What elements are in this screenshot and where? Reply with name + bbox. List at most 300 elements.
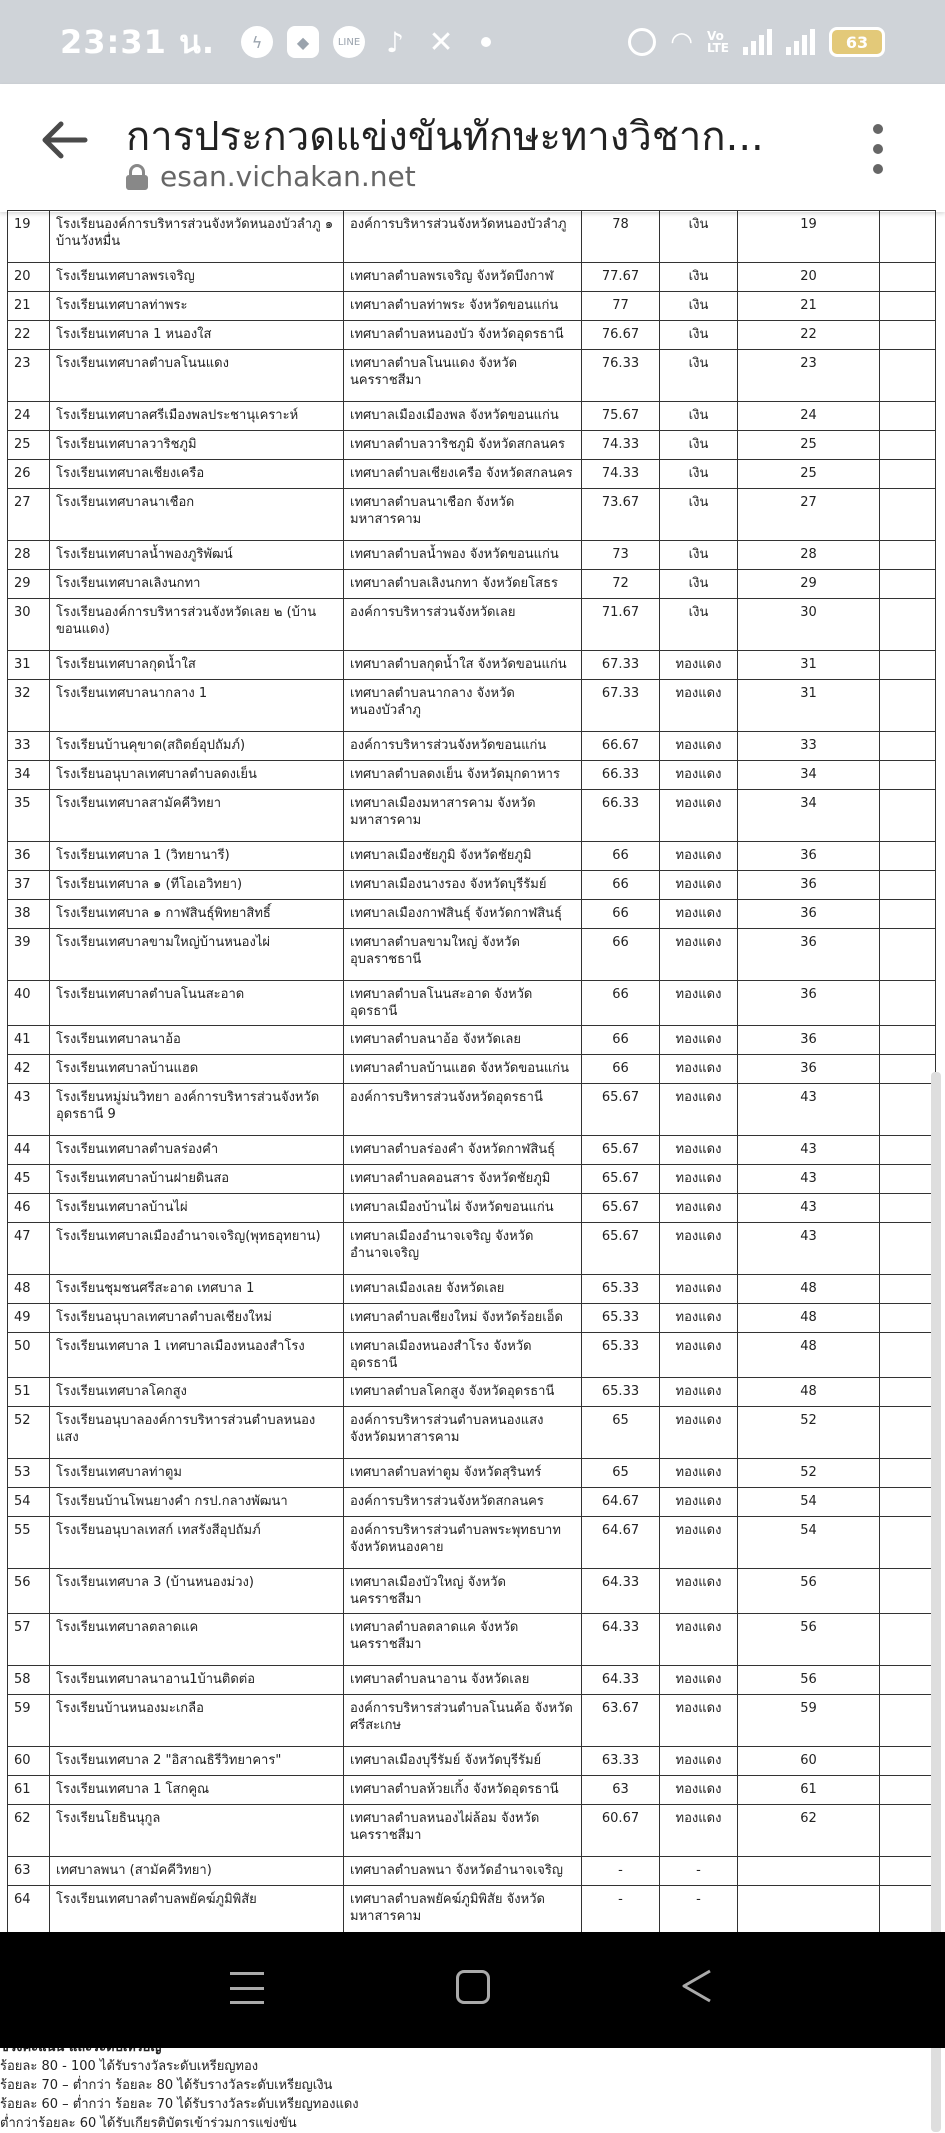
extra-cell — [880, 842, 936, 871]
school-name: โรงเรียนเทศบาลขามใหญ่บ้านหนองไผ่ — [50, 929, 344, 981]
extra-cell — [880, 929, 936, 981]
school-name: โรงเรียนเทศบาลบ้านแฮด — [50, 1055, 344, 1084]
organization-name: เทศบาลเมืองมหาสารคาม จังหวัดมหาสารคาม — [344, 790, 582, 842]
rank: 23 — [738, 350, 880, 402]
url-row[interactable] — [126, 160, 416, 193]
score: 65.33 — [582, 1378, 660, 1407]
table-row — [8, 1614, 936, 1666]
rank-number: 47 — [8, 1223, 50, 1275]
page-title: การประกวดแข่งขันทักษะทางวิชาก... — [126, 114, 764, 160]
score: 76.33 — [582, 350, 660, 402]
rank-number: 40 — [8, 981, 50, 1026]
organization-name: องค์การบริหารส่วนจังหวัดขอนแก่น — [344, 732, 582, 761]
score: 74.33 — [582, 460, 660, 489]
organization-name: องค์การบริหารส่วนตำบลพระพุทธบาท จังหวัดหนองคาย — [344, 1517, 582, 1569]
school-name: โรงเรียนเทศบาลเลิงนกทา — [50, 570, 344, 599]
rank: 25 — [738, 431, 880, 460]
medal: ทองแดง — [660, 1194, 738, 1223]
school-name: โรงเรียนเทศบาล ๑ (ทีโอเอวิทยา) — [50, 871, 344, 900]
table-row — [8, 1055, 936, 1084]
school-name: โรงเรียนเทศบาลนาอาน1บ้านติดต่อ — [50, 1666, 344, 1695]
rank: 27 — [738, 489, 880, 541]
rank: 28 — [738, 541, 880, 570]
rank-number: 50 — [8, 1333, 50, 1378]
organization-name: องค์การบริหารส่วนตำบลโนนค้อ จังหวัดศรีสะเกษ — [344, 1695, 582, 1747]
legend-line: ร้อยละ 80 - 100 ได้รับรางวัลระดับเหรียญทอง — [0, 2059, 259, 2074]
school-name: โรงเรียนเทศบาล 3 (บ้านหนองม่วง) — [50, 1569, 344, 1614]
organization-name: เทศบาลเมืองกาฬสินธุ์ จังหวัดกาฬสินธุ์ — [344, 900, 582, 929]
extra-cell — [880, 1459, 936, 1488]
medal: ทองแดง — [660, 1055, 738, 1084]
score: 66.33 — [582, 761, 660, 790]
system-icons — [628, 27, 885, 57]
extra-cell — [880, 1517, 936, 1569]
score: 65.67 — [582, 1194, 660, 1223]
score: 65.33 — [582, 1275, 660, 1304]
lock-icon — [126, 164, 148, 190]
table-row — [8, 1886, 936, 1938]
organization-name: เทศบาลเมืองบัวใหญ่ จังหวัดนครราชสีมา — [344, 1569, 582, 1614]
school-name: เทศบาลพนา (สามัคคีวิทยา) — [50, 1857, 344, 1886]
rank: 21 — [738, 292, 880, 321]
medal: ทองแดง — [660, 1805, 738, 1857]
extra-cell — [880, 599, 936, 651]
score-legend — [0, 2038, 359, 2133]
school-name: โรงเรียนเทศบาลวาริชภูมิ — [50, 431, 344, 460]
rank: 56 — [738, 1666, 880, 1695]
rank: 56 — [738, 1614, 880, 1666]
table-row — [8, 929, 936, 981]
organization-name: เทศบาลตำบลนาอาน จังหวัดเลย — [344, 1666, 582, 1695]
rank: 48 — [738, 1275, 880, 1304]
medal: ทองแดง — [660, 1488, 738, 1517]
table-row — [8, 1275, 936, 1304]
score: 65 — [582, 1459, 660, 1488]
organization-name: องค์การบริหารส่วนจังหวัดเลย — [344, 599, 582, 651]
school-name: โรงเรียนเทศบาล 1 หนองใส — [50, 321, 344, 350]
score: 67.33 — [582, 680, 660, 732]
extra-cell — [880, 1614, 936, 1666]
school-name: โรงเรียนเทศบาลตำบลโนนสะอาด — [50, 981, 344, 1026]
extra-cell — [880, 871, 936, 900]
extra-cell — [880, 790, 936, 842]
rank: 43 — [738, 1136, 880, 1165]
school-name: โรงเรียนเทศบาลตำบลโนนแดง — [50, 350, 344, 402]
extra-cell — [880, 1026, 936, 1055]
table-row — [8, 1304, 936, 1333]
organization-name: องค์การบริหารส่วนตำบลหนองแสง จังหวัดมหาสารคาม — [344, 1407, 582, 1459]
organization-name: เทศบาลตำบลท่าตูม จังหวัดสุรินทร์ — [344, 1459, 582, 1488]
score: 66 — [582, 842, 660, 871]
extra-cell — [880, 1378, 936, 1407]
table-row — [8, 211, 936, 263]
extra-cell — [880, 1333, 936, 1378]
school-name: โรงเรียนเทศบาลท่าพระ — [50, 292, 344, 321]
table-row — [8, 541, 936, 570]
school-name: โรงเรียนเทศบาลท่าตูม — [50, 1459, 344, 1488]
score: 73 — [582, 541, 660, 570]
battery-level: 63 — [845, 32, 869, 52]
organization-name: เทศบาลตำบลน้ำพอง จังหวัดขอนแก่น — [344, 541, 582, 570]
table-row — [8, 871, 936, 900]
legend-line: ต่ำกว่าร้อยละ 60 ได้รับเกียรติบัตรเข้าร่วมการแข่งขัน — [0, 2116, 297, 2131]
extra-cell — [880, 1747, 936, 1776]
school-name: โรงเรียนเทศบาลนากลาง 1 — [50, 680, 344, 732]
rank: 33 — [738, 732, 880, 761]
table-row — [8, 900, 936, 929]
medal: ทองแดง — [660, 842, 738, 871]
rank-number: 48 — [8, 1275, 50, 1304]
rank: 34 — [738, 790, 880, 842]
table-row — [8, 599, 936, 651]
organization-name: เทศบาลเมืองอำนาจเจริญ จังหวัดอำนาจเจริญ — [344, 1223, 582, 1275]
rank: 36 — [738, 1026, 880, 1055]
school-name: โรงเรียนเทศบาลตำบลพยัคฆ์ภูมิพิสัย — [50, 1886, 344, 1938]
signal-icon-1 — [743, 29, 772, 55]
score: 63.67 — [582, 1695, 660, 1747]
rank: 48 — [738, 1304, 880, 1333]
school-name: โรงเรียนเทศบาลบ้านฝายดินสอ — [50, 1165, 344, 1194]
rank-number: 63 — [8, 1857, 50, 1886]
table-row — [8, 1776, 936, 1805]
table-row — [8, 1695, 936, 1747]
extra-cell — [880, 900, 936, 929]
organization-name: เทศบาลตำบลนาอ้อ จังหวัดเลย — [344, 1026, 582, 1055]
organization-name: เทศบาลตำบลหนองไผ่ล้อม จังหวัดนครราชสีมา — [344, 1805, 582, 1857]
rank-number: 34 — [8, 761, 50, 790]
battery-icon — [829, 27, 885, 57]
rank: 48 — [738, 1333, 880, 1378]
organization-name: เทศบาลตำบลท่าพระ จังหวัดขอนแก่น — [344, 292, 582, 321]
medal: เงิน — [660, 292, 738, 321]
school-name: โรงเรียนอนุบาลเทศบาลตำบลเชียงใหม่ — [50, 1304, 344, 1333]
extra-cell — [880, 1194, 936, 1223]
score: 71.67 — [582, 599, 660, 651]
table-row — [8, 1084, 936, 1136]
extra-cell — [880, 1304, 936, 1333]
organization-name: เทศบาลตำบลกุดน้ำใส จังหวัดขอนแก่น — [344, 651, 582, 680]
extra-cell — [880, 1136, 936, 1165]
table-row — [8, 570, 936, 599]
medal: เงิน — [660, 460, 738, 489]
score: 65.67 — [582, 1223, 660, 1275]
menu-dot-icon — [873, 144, 883, 154]
system-navigation-bar — [0, 1932, 945, 2048]
rank-number: 41 — [8, 1026, 50, 1055]
organization-name: เทศบาลตำบลพนา จังหวัดอำนาจเจริญ — [344, 1857, 582, 1886]
rank: 52 — [738, 1459, 880, 1488]
extra-cell — [880, 489, 936, 541]
medal: ทองแดง — [660, 790, 738, 842]
score: 65.67 — [582, 1084, 660, 1136]
more-notifications-dot-icon — [481, 37, 491, 47]
extra-cell — [880, 1488, 936, 1517]
medal: เงิน — [660, 431, 738, 460]
rank: 36 — [738, 929, 880, 981]
rank-number: 45 — [8, 1165, 50, 1194]
school-name: โรงเรียนเทศบาล 1 โสกคูณ — [50, 1776, 344, 1805]
extra-cell — [880, 292, 936, 321]
extra-cell — [880, 541, 936, 570]
school-name: โรงเรียนเทศบาลสามัคคีวิทยา — [50, 790, 344, 842]
extra-cell — [880, 761, 936, 790]
medal: ทองแดง — [660, 929, 738, 981]
extra-cell — [880, 1275, 936, 1304]
rank: 43 — [738, 1084, 880, 1136]
table-row — [8, 1488, 936, 1517]
score: 76.67 — [582, 321, 660, 350]
extra-cell — [880, 651, 936, 680]
rank: 59 — [738, 1695, 880, 1747]
app-notification-icon: ◆ — [287, 26, 319, 58]
rank: 43 — [738, 1223, 880, 1275]
organization-name: เทศบาลเมืองเลย จังหวัดเลย — [344, 1275, 582, 1304]
score: - — [582, 1857, 660, 1886]
score: 65.33 — [582, 1333, 660, 1378]
school-name: โรงเรียนองค์การบริหารส่วนจังหวัดเลย ๒ (บ้านขอนแดง) — [50, 599, 344, 651]
score: 77 — [582, 292, 660, 321]
score: 66.33 — [582, 790, 660, 842]
rank: 30 — [738, 599, 880, 651]
organization-name: เทศบาลตำบลร่องคำ จังหวัดกาฬสินธุ์ — [344, 1136, 582, 1165]
home-button[interactable] — [456, 1970, 490, 2004]
score: 63 — [582, 1776, 660, 1805]
rank-number: 22 — [8, 321, 50, 350]
rank-number: 21 — [8, 292, 50, 321]
school-name: โรงเรียนเทศบาลบ้านไผ่ — [50, 1194, 344, 1223]
back-button[interactable] — [38, 114, 90, 166]
rank: 36 — [738, 981, 880, 1026]
organization-name: องค์การบริหารส่วนจังหวัดสกลนคร — [344, 1488, 582, 1517]
medal: เงิน — [660, 321, 738, 350]
table-row — [8, 761, 936, 790]
rank-number: 44 — [8, 1136, 50, 1165]
rank: 20 — [738, 263, 880, 292]
extra-cell — [880, 350, 936, 402]
school-name: โรงเรียนเทศบาลนาอ้อ — [50, 1026, 344, 1055]
school-name: โรงเรียนบ้านหนองมะเกลือ — [50, 1695, 344, 1747]
medal: ทองแดง — [660, 1378, 738, 1407]
extra-cell — [880, 680, 936, 732]
rank: 31 — [738, 680, 880, 732]
overflow-menu-button[interactable] — [871, 124, 885, 174]
organization-name: เทศบาลตำบลโคกสูง จังหวัดอุดรธานี — [344, 1378, 582, 1407]
rank-number: 43 — [8, 1084, 50, 1136]
school-name: โรงเรียนอนุบาลเทศบาลตำบลดงเย็น — [50, 761, 344, 790]
extra-cell — [880, 570, 936, 599]
rank-number: 38 — [8, 900, 50, 929]
table-row — [8, 732, 936, 761]
table-row — [8, 1378, 936, 1407]
rank: 54 — [738, 1488, 880, 1517]
volte-top: Vo — [706, 29, 724, 43]
organization-name: เทศบาลตำบลเชียงใหม่ จังหวัดร้อยเอ็ด — [344, 1304, 582, 1333]
score: 60.67 — [582, 1805, 660, 1857]
extra-cell — [880, 1165, 936, 1194]
score: 75.67 — [582, 402, 660, 431]
triangle-back-icon — [680, 1968, 714, 2004]
organization-name: เทศบาลเมืองบ้านไผ่ จังหวัดขอนแก่น — [344, 1194, 582, 1223]
school-name: โรงเรียนเทศบาลตลาดแค — [50, 1614, 344, 1666]
rank: 25 — [738, 460, 880, 489]
rank-number: 35 — [8, 790, 50, 842]
rank-number: 31 — [8, 651, 50, 680]
score: 66 — [582, 981, 660, 1026]
extra-cell — [880, 1857, 936, 1886]
extra-cell — [880, 321, 936, 350]
score: 73.67 — [582, 489, 660, 541]
extra-cell — [880, 402, 936, 431]
score: 66 — [582, 1055, 660, 1084]
recent-apps-button[interactable] — [230, 1972, 264, 2004]
medal: ทองแดง — [660, 1304, 738, 1333]
line-icon: LINE — [333, 26, 365, 58]
rank-number: 59 — [8, 1695, 50, 1747]
rank: 61 — [738, 1776, 880, 1805]
extra-cell — [880, 431, 936, 460]
school-name: โรงเรียนเทศบาลศรีเมืองพลประชานุเคราะห์ — [50, 402, 344, 431]
medal: ทองแดง — [660, 1407, 738, 1459]
rank-number: 19 — [8, 211, 50, 263]
rank-number: 26 — [8, 460, 50, 489]
rank-number: 53 — [8, 1459, 50, 1488]
table-row — [8, 1333, 936, 1378]
organization-name: เทศบาลตำบลเลิงนกทา จังหวัดยโสธร — [344, 570, 582, 599]
extra-cell — [880, 1666, 936, 1695]
score: 66 — [582, 1026, 660, 1055]
table-row — [8, 460, 936, 489]
rank: 34 — [738, 761, 880, 790]
results-table — [7, 210, 936, 1938]
medal: เงิน — [660, 570, 738, 599]
rank: 36 — [738, 900, 880, 929]
extra-cell — [880, 1695, 936, 1747]
medal: ทองแดง — [660, 981, 738, 1026]
organization-name: เทศบาลตำบลบ้านแฮด จังหวัดขอนแก่น — [344, 1055, 582, 1084]
rank-number: 32 — [8, 680, 50, 732]
rank: 22 — [738, 321, 880, 350]
rank-number: 20 — [8, 263, 50, 292]
menu-dot-icon — [873, 164, 883, 174]
score: 66.67 — [582, 732, 660, 761]
rank-number: 54 — [8, 1488, 50, 1517]
medal: ทองแดง — [660, 1459, 738, 1488]
rank-number: 61 — [8, 1776, 50, 1805]
rank-number: 62 — [8, 1805, 50, 1857]
school-name: โรงเรียนอนุบาลเทสก์ เทสรังสีอุปถัมภ์ — [50, 1517, 344, 1569]
school-name: โรงเรียนเทศบาลโคกสูง — [50, 1378, 344, 1407]
table-row — [8, 1165, 936, 1194]
score: 77.67 — [582, 263, 660, 292]
organization-name: เทศบาลตำบลนาเชือก จังหวัดมหาสารคาม — [344, 489, 582, 541]
table-row — [8, 1857, 936, 1886]
medal: เงิน — [660, 350, 738, 402]
school-name: โรงเรียนบ้านคุขาด(สถิตย์อุปถัมภ์) — [50, 732, 344, 761]
table-row — [8, 680, 936, 732]
organization-name: เทศบาลเมืองนางรอง จังหวัดบุรีรัมย์ — [344, 871, 582, 900]
score: 64.33 — [582, 1569, 660, 1614]
organization-name: เทศบาลตำบลคอนสาร จังหวัดชัยภูมิ — [344, 1165, 582, 1194]
score: 66 — [582, 871, 660, 900]
medal: ทองแดง — [660, 732, 738, 761]
score: 65 — [582, 1407, 660, 1459]
table-row — [8, 1026, 936, 1055]
medal: ทองแดง — [660, 1614, 738, 1666]
organization-name: เทศบาลตำบลดงเย็น จังหวัดมุกดาหาร — [344, 761, 582, 790]
school-name: โรงเรียนเทศบาลน้ำพองภูริพัฒน์ — [50, 541, 344, 570]
messenger-icon: ϟ — [241, 26, 273, 58]
volte-icon — [707, 30, 729, 54]
extra-cell — [880, 263, 936, 292]
rank-number: 28 — [8, 541, 50, 570]
table-row — [8, 263, 936, 292]
medal: เงิน — [660, 402, 738, 431]
score: - — [582, 1886, 660, 1938]
organization-name: เทศบาลตำบลโนนแดง จังหวัดนครราชสีมา — [344, 350, 582, 402]
medal: ทองแดง — [660, 1747, 738, 1776]
rank-number: 27 — [8, 489, 50, 541]
alarm-icon — [628, 28, 656, 56]
score: 65.67 — [582, 1165, 660, 1194]
score: 66 — [582, 900, 660, 929]
notification-icons — [241, 26, 491, 58]
table-row — [8, 842, 936, 871]
table-row — [8, 292, 936, 321]
table-row — [8, 1136, 936, 1165]
organization-name: เทศบาลตำบลพยัคฆ์ภูมิพิสัย จังหวัดมหาสารคาม — [344, 1886, 582, 1938]
medal: ทองแดง — [660, 871, 738, 900]
organization-name: เทศบาลเมืองหนองสำโรง จังหวัดอุดรธานี — [344, 1333, 582, 1378]
organization-name: เทศบาลเมืองบุรีรัมย์ จังหวัดบุรีรัมย์ — [344, 1747, 582, 1776]
organization-name: เทศบาลตำบลเชียงเครือ จังหวัดสกลนคร — [344, 460, 582, 489]
medal: ทองแดง — [660, 761, 738, 790]
table-row — [8, 1194, 936, 1223]
table-row — [8, 1223, 936, 1275]
page-content[interactable] — [0, 212, 945, 2131]
school-name: โรงเรียนชุมชนศรีสะอาด เทศบาล 1 — [50, 1275, 344, 1304]
rank: 36 — [738, 1055, 880, 1084]
table-row — [8, 402, 936, 431]
school-name: โรงเรียนองค์การบริหารส่วนจังหวัดหนองบัวลำภู ๑ บ้านวังหมื่น — [50, 211, 344, 263]
medal: ทองแดง — [660, 1165, 738, 1194]
x-icon: ✕ — [428, 24, 454, 60]
score: 63.33 — [582, 1747, 660, 1776]
medal: ทองแดง — [660, 1666, 738, 1695]
medal: - — [660, 1886, 738, 1938]
arrow-left-icon — [41, 120, 87, 160]
organization-name: เทศบาลเมืองชัยภูมิ จังหวัดชัยภูมิ — [344, 842, 582, 871]
score: 72 — [582, 570, 660, 599]
organization-name: เทศบาลตำบลวาริชภูมิ จังหวัดสกลนคร — [344, 431, 582, 460]
organization-name: เทศบาลตำบลนากลาง จังหวัดหนองบัวลำภู — [344, 680, 582, 732]
rank-number: 23 — [8, 350, 50, 402]
medal: ทองแดง — [660, 1136, 738, 1165]
rank: 43 — [738, 1165, 880, 1194]
score: 64.33 — [582, 1666, 660, 1695]
rank-number: 51 — [8, 1378, 50, 1407]
status-time: 23:31 น. — [60, 22, 216, 61]
school-name: โรงเรียนหมู่ม่นวิทยา องค์การบริหารส่วนจังหวัดอุดรธานี 9 — [50, 1084, 344, 1136]
tiktok-icon: ♪ — [386, 25, 404, 59]
rank — [738, 1886, 880, 1938]
table-row — [8, 1569, 936, 1614]
table-row — [8, 981, 936, 1026]
school-name: โรงเรียนอนุบาลองค์การบริหารส่วนตำบลหนองแสง — [50, 1407, 344, 1459]
rank-number: 36 — [8, 842, 50, 871]
organization-name: เทศบาลตำบลขามใหญ่ จังหวัดอุบลราชธานี — [344, 929, 582, 981]
rank-number: 39 — [8, 929, 50, 981]
rank: 29 — [738, 570, 880, 599]
